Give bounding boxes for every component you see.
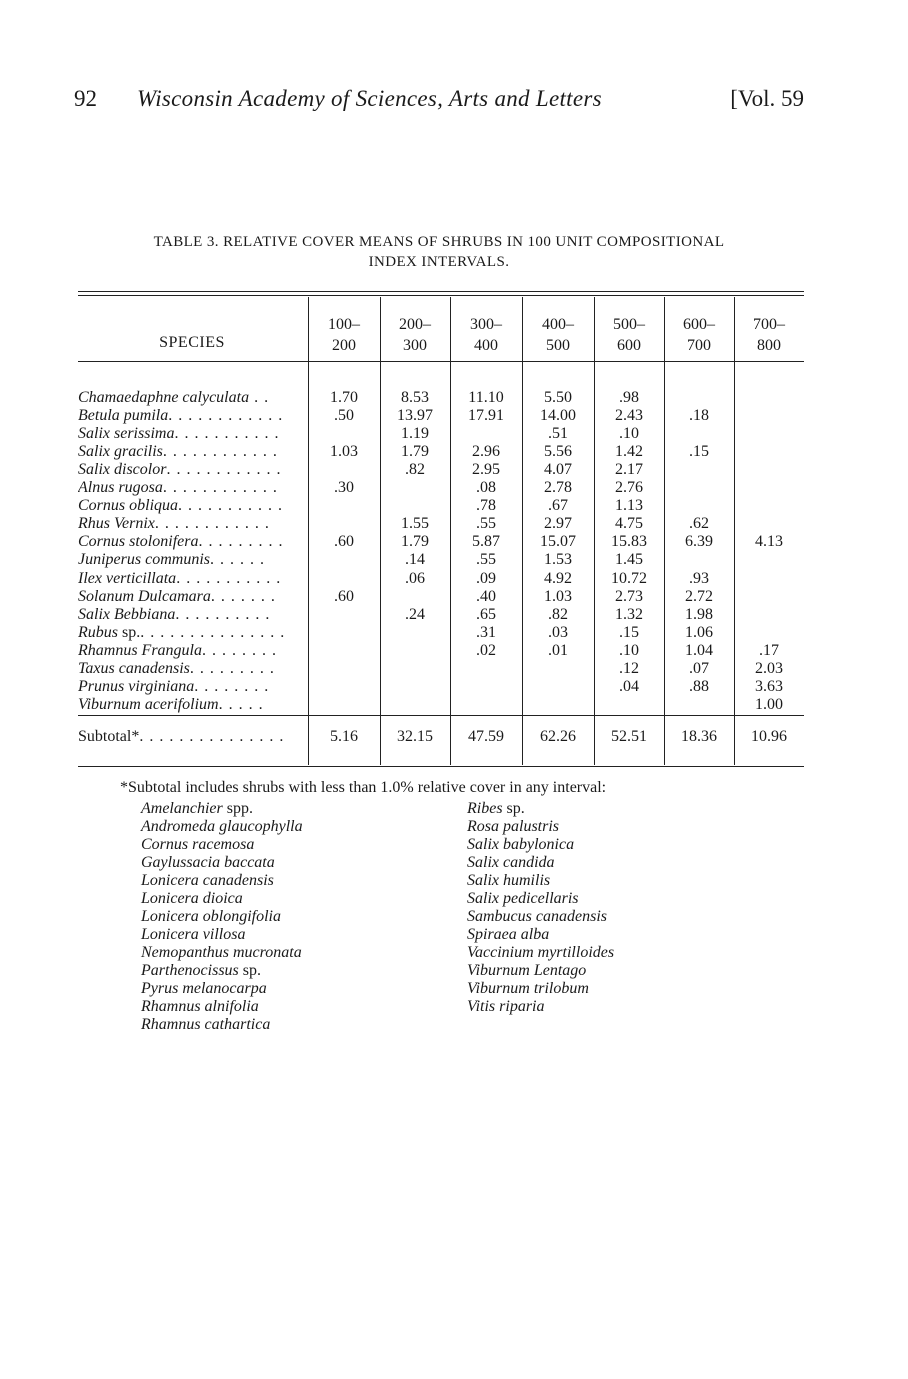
table-cell: 1.70 (330, 389, 358, 406)
leader-dots: . . . . . . . . . . . (176, 569, 282, 587)
footnote-species (141, 908, 303, 926)
table-cell: .01 (548, 641, 568, 659)
table-cell: .98 (619, 389, 639, 406)
species-name (78, 551, 306, 569)
footnote-list-left (141, 800, 303, 1034)
footnote-species (467, 962, 614, 980)
footnote-species-name: Gaylussacia baccata (141, 854, 275, 871)
table-cell: 1.13 (615, 497, 643, 515)
footnote-species-name: Sambucus canadensis (467, 908, 607, 925)
footnote-species (467, 800, 614, 818)
table-cell: .40 (476, 587, 496, 605)
leader-dots: . . . . . . . . (194, 677, 270, 695)
table-cell: 2.43 (615, 407, 643, 425)
species-name (78, 570, 306, 588)
table-cell: .30 (334, 479, 354, 497)
table-cell: 2.03 (755, 659, 783, 677)
table-cell: 5.56 (544, 443, 572, 461)
table-cell: 1.00 (755, 695, 783, 713)
subtotal-cell: 32.15 (397, 728, 433, 745)
species-name (78, 443, 306, 461)
interval-start: 700– (753, 316, 785, 333)
table-cell: 1.03 (544, 587, 572, 605)
species-name (78, 389, 306, 407)
table-cell: .93 (689, 569, 709, 587)
table-caption (74, 232, 804, 272)
interval-end: 500 (546, 337, 570, 354)
table-cell: .08 (476, 479, 496, 497)
footnote-species (467, 908, 614, 926)
footnote-species-name: Pyrus melanocarpa (141, 980, 267, 997)
footnote-species-name: Nemopanthus mucronata (141, 944, 302, 961)
body-bottom-rule (78, 715, 804, 716)
table-cell: 1.32 (615, 605, 643, 623)
table-cell: 2.78 (544, 479, 572, 497)
table-cell: 1.04 (685, 641, 713, 659)
table-cell: 2.95 (472, 461, 500, 479)
footnote-species-name: Lonicera canadensis (141, 872, 274, 889)
footnote-species (467, 872, 614, 890)
table-cell: 11.10 (468, 389, 504, 406)
footnote-species-name: Rhamnus cathartica (141, 1016, 271, 1033)
table-cell: 15.07 (540, 533, 576, 551)
footnote-species (467, 854, 614, 872)
species-name (78, 588, 306, 606)
species-name (78, 624, 306, 642)
table-cell: .09 (476, 569, 496, 587)
table-cell: 5.87 (472, 533, 500, 551)
species-name (78, 479, 306, 497)
table-cell: .15 (689, 443, 709, 461)
leader-dots: . . . . . . . . . . . . . . . (139, 728, 285, 745)
table-cell: 1.45 (615, 551, 643, 569)
footnote-species-name: Cornus racemosa (141, 836, 255, 853)
species-label: Juniperus communis (78, 551, 210, 569)
species-label: Salix Bebbiana (78, 605, 176, 623)
footnote-species-name: Viburnum Lentago (467, 962, 587, 979)
subtotal-cell: 5.16 (330, 728, 358, 745)
caption-line-2: INDEX INTERVALS. (368, 254, 510, 270)
interval-end: 300 (403, 337, 427, 354)
footnote-species-name: Spiraea alba (467, 926, 550, 943)
table-cell: 2.72 (685, 587, 713, 605)
table-cell: 2.97 (544, 515, 572, 533)
table-cell: 1.53 (544, 551, 572, 569)
interval-end: 800 (757, 337, 781, 354)
table-bottom-rule (78, 766, 804, 767)
footnote-intro: *Subtotal includes shrubs with less than 1.0% relative cover in any interval: (120, 779, 607, 796)
volume-label: [Vol. 59 (730, 86, 804, 111)
footnote-list-right (467, 800, 614, 1016)
footnote-species (141, 836, 303, 854)
species-label: Chamaedaphne calyculata (78, 389, 250, 406)
table-cell: .17 (759, 641, 779, 659)
interval-column-header (664, 314, 734, 356)
page-number: 92 (74, 86, 97, 111)
footnote-species-qualifier: sp. (502, 800, 525, 817)
species-label: Salix serissima (78, 425, 175, 443)
table-cell: 2.96 (472, 443, 500, 461)
species-name (78, 407, 306, 425)
species-label: Ilex verticillata (78, 569, 177, 587)
table-cell: 1.03 (330, 443, 358, 461)
table-cell: .14 (405, 551, 425, 569)
leader-dots: . . . . . . . . . (189, 659, 275, 677)
subtotal-label (78, 728, 306, 746)
species-label: Betula pumila (78, 407, 169, 425)
table-cell: 10.72 (611, 569, 647, 587)
table-cell: 1.06 (685, 623, 713, 641)
table-cell: .12 (619, 659, 639, 677)
footnote-species-name: Parthenocissus (141, 962, 239, 979)
subtotal-cell: 47.59 (468, 728, 504, 745)
table-cell: .04 (619, 677, 639, 695)
interval-start: 400– (542, 316, 574, 333)
footnote-species (141, 890, 303, 908)
subtotal-cell: 62.26 (540, 728, 576, 745)
table-top-rule-2 (78, 295, 804, 296)
table-cell: 8.53 (401, 389, 429, 406)
interval-end: 600 (617, 337, 641, 354)
table-cell: .10 (619, 641, 639, 659)
table-cell: .15 (619, 623, 639, 641)
subtotal-cell: 52.51 (611, 728, 647, 745)
table-cell: 4.75 (615, 515, 643, 533)
column-rule (308, 297, 309, 765)
leader-dots: . . (249, 389, 270, 406)
table-cell: 2.73 (615, 587, 643, 605)
table-cell: 1.79 (401, 533, 429, 551)
interval-end: 700 (687, 337, 711, 354)
interval-end: 400 (474, 337, 498, 354)
footnote-species-name: Vaccinium myrtilloides (467, 944, 615, 961)
species-name (78, 515, 306, 533)
table-cell: 6.39 (685, 533, 713, 551)
species-column-header: SPECIES (159, 334, 225, 351)
footnote-species-name: Salix candida (467, 854, 555, 871)
species-name (78, 533, 306, 551)
footnote-species (467, 926, 614, 944)
footnote-species (467, 836, 614, 854)
footnote-species (141, 800, 303, 818)
footnote-species (467, 890, 614, 908)
interval-column-header (734, 314, 804, 356)
interval-column-header (308, 314, 380, 356)
footnote-species-name: Rhamnus alnifolia (141, 998, 259, 1015)
table-cell: .65 (476, 605, 496, 623)
table-cell: .07 (689, 659, 709, 677)
species-name (78, 660, 306, 678)
footnote-species (141, 872, 303, 890)
species-label: Viburnum acerifolium (78, 695, 219, 713)
leader-dots: . . . . . . . . (202, 641, 277, 659)
footnote-species (141, 998, 303, 1016)
footnote-species (467, 944, 614, 962)
table-cell: 4.92 (544, 569, 572, 587)
species-label: Rhamnus Frangula (78, 641, 202, 659)
table-cell: .55 (476, 515, 496, 533)
table-cell: .31 (476, 623, 496, 641)
footnote-species-name: Amelanchier (141, 800, 223, 817)
table-cell: 1.19 (401, 425, 429, 443)
table-cell: .18 (689, 407, 709, 425)
table-cell: 1.79 (401, 443, 429, 461)
footnote-species-name: Salix humilis (467, 872, 551, 889)
footnote-species (141, 1016, 303, 1034)
species-label: Prunus virginiana (78, 677, 195, 695)
table-cell: 3.63 (755, 677, 783, 695)
leader-dots: . . . . . . . . . (198, 533, 284, 551)
leader-dots: . . . . . . . . . . . . (166, 461, 282, 479)
leader-dots: . . . . . . . . . . . . . . . (140, 623, 286, 641)
species-label: Cornus stolonifera (78, 533, 199, 551)
header-bottom-rule (78, 361, 804, 362)
journal-title: Wisconsin Academy of Sciences, Arts and Letters (137, 86, 602, 111)
interval-start: 500– (613, 316, 645, 333)
table-cell: 14.00 (540, 407, 576, 425)
table-cell: .10 (619, 425, 639, 443)
leader-dots: . . . . . . . (210, 587, 276, 605)
footnote-species (467, 998, 614, 1016)
interval-end: 200 (332, 337, 356, 354)
leader-dots: . . . . . . . . . . . (174, 425, 280, 443)
footnote-species (141, 980, 303, 998)
interval-column-header (450, 314, 522, 356)
footnote-species (141, 854, 303, 872)
species-label: Alnus rugosa (78, 479, 163, 497)
footnote-species (141, 818, 303, 836)
table-cell: 15.83 (611, 533, 647, 551)
table-cell: .78 (476, 497, 496, 515)
table-cell: .24 (405, 605, 425, 623)
interval-column-header (594, 314, 664, 356)
table-cell: 1.42 (615, 443, 643, 461)
interval-start: 300– (470, 316, 502, 333)
table-cell: 5.50 (544, 389, 572, 406)
interval-start: 200– (399, 316, 431, 333)
table-cell: .62 (689, 515, 709, 533)
footnote-species (467, 980, 614, 998)
leader-dots: . . . . . (218, 695, 264, 713)
species-label: Solanum Dulcamara (78, 587, 211, 605)
footnote-species-name: Lonicera oblongifolia (141, 908, 281, 925)
species-label: Salix gracilis (78, 443, 163, 461)
species-name (78, 606, 306, 624)
species-name (78, 696, 306, 714)
species-label: Rhus Vernix (78, 515, 155, 533)
interval-column-header (380, 314, 450, 356)
species-name (78, 461, 306, 479)
table-cell: 4.13 (755, 533, 783, 551)
table-cell: 13.97 (397, 407, 433, 425)
footnote-species-qualifier: sp. (238, 962, 262, 979)
species-label: Salix discolor (78, 461, 167, 479)
leader-dots: . . . . . . . . . . . (178, 497, 284, 515)
footnote-species-name: Lonicera villosa (141, 926, 246, 943)
table-cell: .55 (476, 551, 496, 569)
interval-start: 100– (328, 316, 360, 333)
table-cell: 1.98 (685, 605, 713, 623)
running-header (74, 86, 804, 118)
species-label: Cornus obliqua (78, 497, 179, 515)
species-qualifier: sp. (118, 623, 141, 641)
table-cell: .06 (405, 569, 425, 587)
table-cell: 2.17 (615, 461, 643, 479)
footnote-species-name: Lonicera dioica (141, 890, 243, 907)
leader-dots: . . . . . . . . . . (175, 605, 271, 623)
species-name (78, 497, 306, 515)
table-cell: 1.55 (401, 515, 429, 533)
table-cell: .67 (548, 497, 568, 515)
subtotal-cell: 10.96 (751, 728, 787, 745)
interval-column-header (522, 314, 594, 356)
table-cell: .82 (405, 461, 425, 479)
footnote-species-name: Ribes (467, 800, 503, 817)
leader-dots: . . . . . . . . . . . . (162, 479, 278, 497)
footnote-species-name: Salix babylonica (467, 836, 575, 853)
interval-start: 600– (683, 316, 715, 333)
table-cell: .60 (334, 533, 354, 551)
leader-dots: . . . . . . . . . . . . (168, 407, 284, 425)
table-cell: .60 (334, 587, 354, 605)
table-cell: 4.07 (544, 461, 572, 479)
leader-dots: . . . . . . . . . . . . (162, 443, 278, 461)
species-name (78, 425, 306, 443)
footnote-species-name: Salix pedicellaris (467, 890, 579, 907)
footnote-species-name: Rosa palustris (467, 818, 560, 835)
leader-dots: . . . . . . . . . . . . (154, 515, 270, 533)
table-cell: 2.76 (615, 479, 643, 497)
table-cell: .88 (689, 677, 709, 695)
table-cell: .03 (548, 623, 568, 641)
footnote-species-name: Vitis riparia (467, 998, 545, 1015)
caption-line-1: TABLE 3. RELATIVE COVER MEANS OF SHRUBS IN 100 UNIT COMPOSITIONAL (153, 234, 725, 250)
footnote-species (141, 962, 303, 980)
table-cell: 17.91 (468, 407, 504, 425)
species-label: Taxus canadensis (78, 659, 190, 677)
table-top-rule (78, 291, 804, 292)
footnote-species-name: Viburnum trilobum (467, 980, 589, 997)
species-name (78, 678, 306, 696)
species-label: Rubus (78, 623, 118, 641)
table-cell: .02 (476, 641, 496, 659)
table-cell: .51 (548, 425, 568, 443)
subtotal-cell: 18.36 (681, 728, 717, 745)
footnote-species-name: Andromeda glaucophylla (141, 818, 303, 835)
species-name (78, 642, 306, 660)
footnote-species (467, 818, 614, 836)
footnote-species-qualifier: spp. (222, 800, 253, 817)
footnote-species (141, 926, 303, 944)
subtotal-text: Subtotal* (78, 728, 140, 745)
table-cell: .82 (548, 605, 568, 623)
leader-dots: . . . . . . (209, 551, 265, 569)
table-cell: .50 (334, 407, 354, 425)
footnote-species (141, 944, 303, 962)
